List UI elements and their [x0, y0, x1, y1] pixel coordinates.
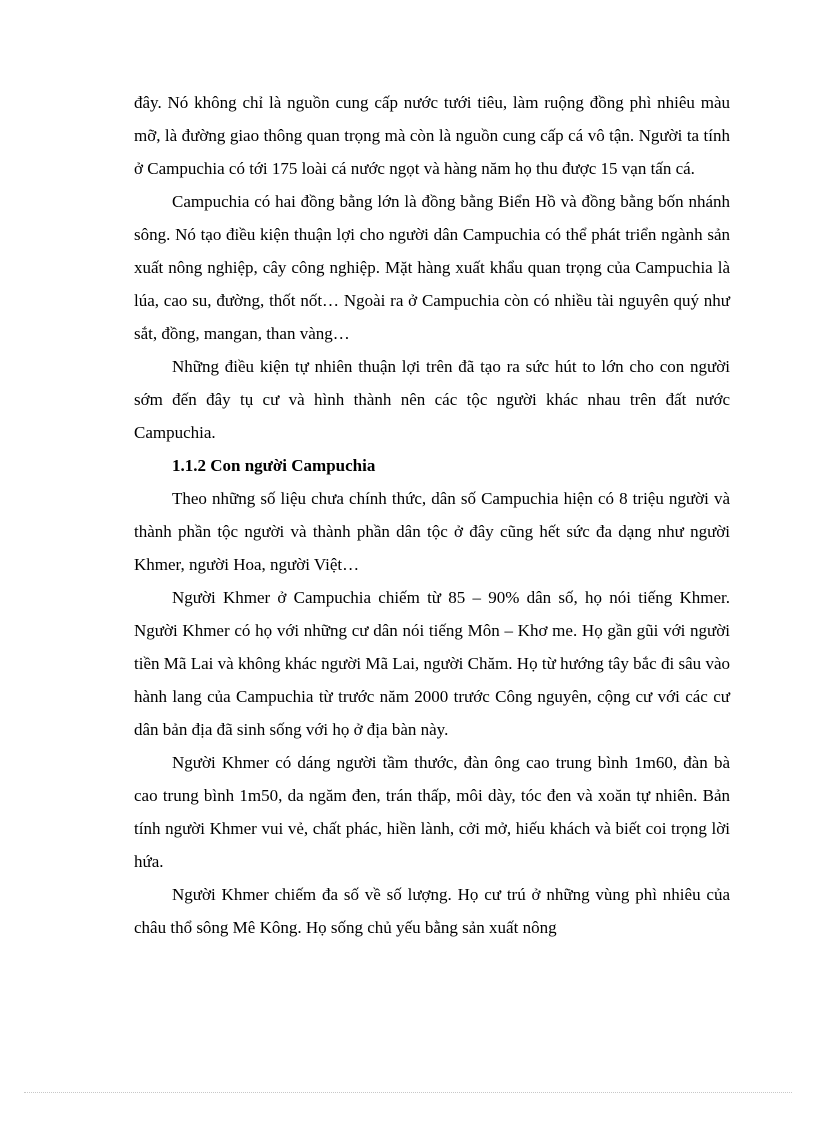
paragraph-population: Theo những số liệu chưa chính thức, dân số Campuchia hiện có 8 triệu người và thành phần tộc người và thành phần dân tộc ở đây cũng hết sức đa dạng như người Khmer, người Hoa, người Việt…	[134, 489, 730, 574]
paragraph-khmer-appearance: Người Khmer có dáng người tầm thước, đàn ông cao trung bình 1m60, đàn bà cao trung bình 1m50, da ngăm đen, trán thấp, môi dày, tóc đen và xoăn tự nhiên. Bản tính người Khmer vui vẻ, chất phác, hiền lành, cởi mở, hiếu khách và biết coi trọng lời hứa.	[134, 753, 730, 871]
page-bottom-divider	[24, 1092, 792, 1093]
section-heading: 1.1.2 Con người Campuchia	[172, 456, 376, 475]
paragraph-plains: Campuchia có hai đồng bằng lớn là đồng bằng Biển Hồ và đồng bằng bốn nhánh sông. Nó tạo điều kiện thuận lợi cho người dân Campuchia có thể phát triển ngành sản xuất nông nghiệp, cây công nghiệp. Mặt hàng xuất khẩu quan trọng của Campuchia là lúa, cao su, đường, thốt nốt… Ngoài ra ở Campuchia còn có nhiều tài nguyên quý như sắt, đồng, mangan, than vàng…	[134, 192, 730, 343]
paragraph-continuation: đây. Nó không chỉ là nguồn cung cấp nước tưới tiêu, làm ruộng đồng phì nhiêu màu mỡ, là đường giao thông quan trọng mà còn là nguồn cung cấp cá vô tận. Người ta tính ở Campuchia có tới 175 loài cá nước ngọt và hàng năm họ thu được 15 vạn tấn cá.	[134, 93, 730, 178]
document-page	[134, 86, 730, 944]
paragraph-khmer-majority: Người Khmer chiếm đa số về số lượng. Họ cư trú ở những vùng phì nhiêu của châu thổ sông Mê Kông. Họ sống chủ yếu bằng sản xuất nông	[134, 885, 730, 937]
paragraph-khmer-origin: Người Khmer ở Campuchia chiếm từ 85 – 90% dân số, họ nói tiếng Khmer. Người Khmer có họ với những cư dân nói tiếng Môn – Khơ me. Họ gần gũi với người tiền Mã Lai và không khác người Mã Lai, người Chăm. Họ từ hướng tây bắc đi sâu vào hành lang của Campuchia từ trước năm 2000 trước Công nguyên, cộng cư với các cư dân bản địa đã sinh sống với họ ở địa bàn này.	[134, 588, 730, 739]
paragraph-natural-conditions: Những điều kiện tự nhiên thuận lợi trên đã tạo ra sức hút to lớn cho con người sớm đến đây tụ cư và hình thành nên các tộc người khác nhau trên đất nước Campuchia.	[134, 357, 730, 442]
